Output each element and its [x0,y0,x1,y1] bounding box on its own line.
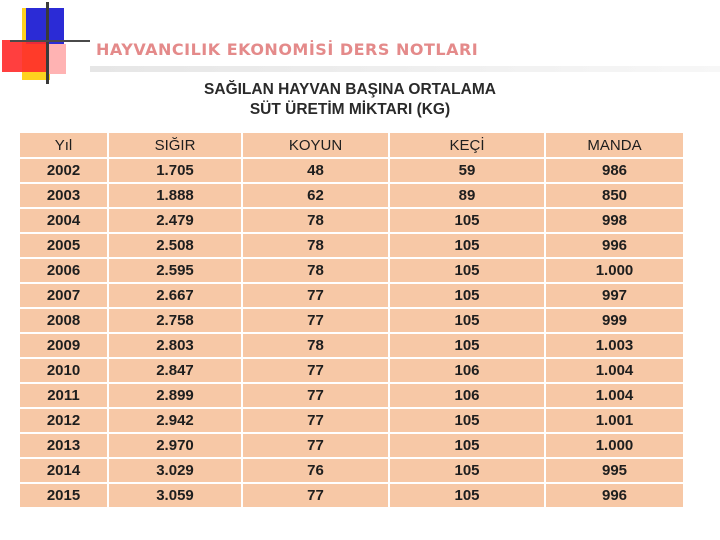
table-row [20,183,684,208]
buffalo-cell: 997 [545,283,684,308]
cattle-cell: 1.705 [108,158,242,183]
buffalo-cell: 1.003 [545,333,684,358]
goat-cell: 105 [389,208,545,233]
cattle-cell: 2.479 [108,208,242,233]
table-row [20,233,684,258]
year-cell: 2010 [20,358,108,383]
table-row [20,208,684,233]
table-row [20,483,684,508]
year-cell: 2014 [20,458,108,483]
column-header-goat: KEÇİ [389,133,545,158]
cattle-cell: 2.758 [108,308,242,333]
table-header-row [20,133,684,158]
buffalo-cell: 850 [545,183,684,208]
buffalo-cell: 1.000 [545,258,684,283]
column-header-cattle: SIĞIR [108,133,242,158]
milk-yield-table-container [20,133,684,509]
goat-cell: 105 [389,258,545,283]
table-row [20,258,684,283]
buffalo-cell: 998 [545,208,684,233]
buffalo-cell: 996 [545,483,684,508]
year-cell: 2012 [20,408,108,433]
logo-vertical-line [46,2,49,84]
table-row [20,358,684,383]
goat-cell: 105 [389,458,545,483]
title-underline [90,66,720,72]
column-header-sheep: KOYUN [242,133,389,158]
goat-cell: 105 [389,408,545,433]
year-cell: 2004 [20,208,108,233]
buffalo-cell: 1.004 [545,358,684,383]
table-row [20,333,684,358]
table-row [20,383,684,408]
table-heading [150,80,550,120]
table-row [20,308,684,333]
year-cell: 2015 [20,483,108,508]
cattle-cell: 3.059 [108,483,242,508]
buffalo-cell: 996 [545,233,684,258]
year-cell: 2003 [20,183,108,208]
goat-cell: 105 [389,283,545,308]
cattle-cell: 2.667 [108,283,242,308]
table-row [20,283,684,308]
sheep-cell: 77 [242,383,389,408]
column-header-year: Yıl [20,133,108,158]
cattle-cell: 3.029 [108,458,242,483]
goat-cell: 59 [389,158,545,183]
cattle-cell: 2.595 [108,258,242,283]
sheep-cell: 77 [242,483,389,508]
table-heading-line-2: SÜT ÜRETİM MİKTARI (KG) [249,101,451,118]
column-header-buffalo: MANDA [545,133,684,158]
year-cell: 2002 [20,158,108,183]
logo-horizontal-line [10,40,90,42]
year-cell: 2005 [20,233,108,258]
sheep-cell: 77 [242,308,389,333]
goat-cell: 89 [389,183,545,208]
goat-cell: 105 [389,483,545,508]
sheep-cell: 78 [242,258,389,283]
sheep-cell: 62 [242,183,389,208]
sheep-cell: 77 [242,408,389,433]
cattle-cell: 2.803 [108,333,242,358]
logo-red-block [2,40,46,72]
logo-pink-block [46,44,66,74]
goat-cell: 105 [389,233,545,258]
sheep-cell: 76 [242,458,389,483]
table-heading-line-1: SAĞILAN HAYVAN BAŞINA ORTALAMA [204,81,496,98]
year-cell: 2008 [20,308,108,333]
cattle-cell: 1.888 [108,183,242,208]
sheep-cell: 48 [242,158,389,183]
cattle-cell: 2.942 [108,408,242,433]
sheep-cell: 78 [242,233,389,258]
goat-cell: 106 [389,383,545,408]
table-row [20,408,684,433]
goat-cell: 105 [389,333,545,358]
sheep-cell: 77 [242,433,389,458]
table-row [20,458,684,483]
sheep-cell: 78 [242,333,389,358]
year-cell: 2006 [20,258,108,283]
table-body [20,158,684,508]
table-row [20,433,684,458]
buffalo-cell: 1.000 [545,433,684,458]
goat-cell: 106 [389,358,545,383]
sheep-cell: 77 [242,358,389,383]
milk-yield-table [20,133,685,509]
sheep-cell: 78 [242,208,389,233]
year-cell: 2011 [20,383,108,408]
goat-cell: 105 [389,308,545,333]
goat-cell: 105 [389,433,545,458]
buffalo-cell: 1.001 [545,408,684,433]
cattle-cell: 2.847 [108,358,242,383]
buffalo-cell: 999 [545,308,684,333]
cattle-cell: 2.970 [108,433,242,458]
buffalo-cell: 995 [545,458,684,483]
year-cell: 2009 [20,333,108,358]
cattle-cell: 2.508 [108,233,242,258]
year-cell: 2007 [20,283,108,308]
sheep-cell: 77 [242,283,389,308]
buffalo-cell: 986 [545,158,684,183]
table-row [20,158,684,183]
buffalo-cell: 1.004 [545,383,684,408]
logo-blue-block [26,8,64,44]
cattle-cell: 2.899 [108,383,242,408]
page-title: HAYVANCILIK EKONOMİSİ DERS NOTLARI [96,40,479,59]
year-cell: 2013 [20,433,108,458]
